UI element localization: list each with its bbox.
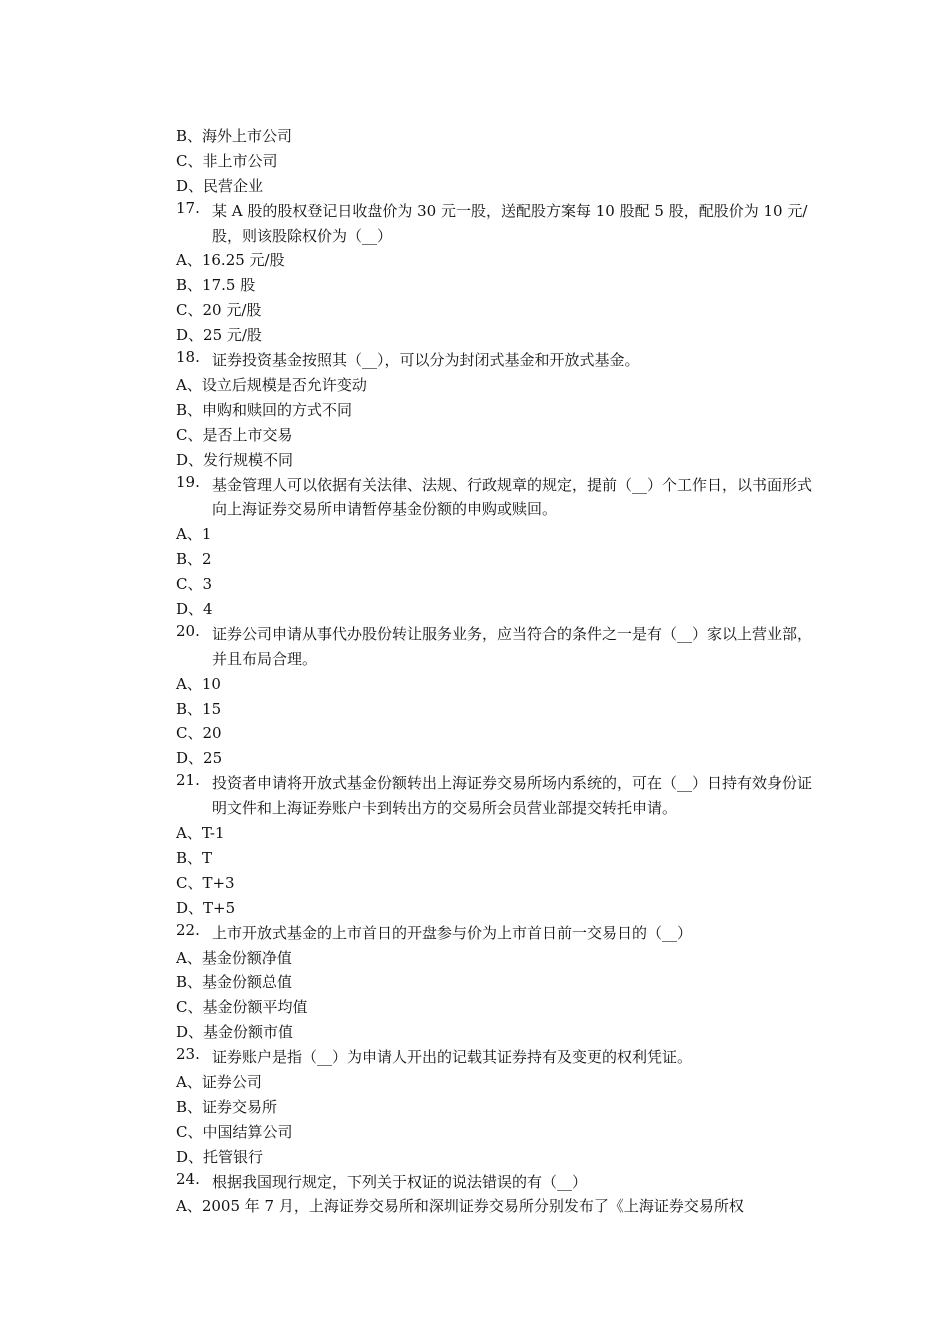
question-item — [176, 1170, 816, 1195]
question-item — [176, 771, 816, 821]
question-text: 基金管理人可以依据有关法律、法规、行政规章的规定，提前（__）个工作日，以书面形式向上海证券交易所申请暂停基金份额的申购或赎回。 — [212, 475, 813, 519]
answer-option: C、基金份额平均值 — [176, 998, 308, 1017]
question-text: 根据我国现行规定，下列关于权证的说法错误的有（__） — [212, 1172, 588, 1191]
answer-option: D、基金份额市值 — [176, 1023, 294, 1042]
question-number: 21. — [176, 771, 200, 790]
question-number: 22. — [176, 920, 200, 939]
answer-option: C、T+3 — [176, 873, 235, 892]
answer-option: C、中国结算公司 — [176, 1122, 293, 1141]
answer-option: B、2 — [176, 550, 212, 569]
answer-option: A、2005 年 7 月，上海证券交易所和深圳证券交易所分别发布了《上海证券交易所权 — [176, 1197, 744, 1216]
question-item — [176, 921, 816, 946]
question-text: 证券投资基金按照其（__），可以分为封闭式基金和开放式基金。 — [212, 351, 640, 370]
answer-option: B、基金份额总值 — [176, 973, 293, 992]
question-item — [176, 622, 816, 672]
answer-option: B、T — [176, 848, 213, 867]
question-text: 投资者申请将开放式基金份额转出上海证券交易所场内系统的，可在（__）日持有效身份证明文件和上海证券账户卡到转出方的交易所会员营业部提交转托申请。 — [212, 774, 813, 818]
answer-option: B、证券交易所 — [176, 1097, 278, 1116]
answer-option: B、申购和赎回的方式不同 — [176, 400, 353, 419]
question-number: 24. — [176, 1169, 200, 1188]
question-text: 证券公司申请从事代办股份转让服务业务，应当符合的条件之一是有（__）家以上营业部，并且布局合理。 — [212, 624, 813, 668]
question-number: 17. — [176, 198, 200, 217]
question-text: 某 A 股的股权登记日收盘价为 30 元一股，送配股方案每 10 股配 5 股，配股价为 10 元/股，则该股除权价为（__） — [212, 201, 808, 245]
question-item — [176, 199, 816, 249]
answer-option: C、20 元/股 — [176, 301, 262, 320]
answer-option: A、10 — [176, 674, 221, 693]
answer-option: A、证券公司 — [176, 1073, 262, 1092]
answer-option: D、25 元/股 — [176, 326, 262, 345]
answer-option: D、托管银行 — [176, 1147, 264, 1166]
question-list — [176, 124, 816, 1219]
question-number: 19. — [176, 472, 200, 491]
answer-option: A、基金份额净值 — [176, 948, 292, 967]
question-number: 20. — [176, 621, 200, 640]
answer-option: B、海外上市公司 — [176, 127, 293, 145]
question-text: 上市开放式基金的上市首日的开盘参与价为上市首日前一交易日的（__） — [212, 923, 693, 942]
answer-option: A、16.25 元/股 — [176, 251, 285, 270]
answer-option: D、25 — [176, 749, 223, 768]
question-item — [176, 473, 816, 523]
answer-option: D、民营企业 — [176, 176, 264, 195]
answer-option: B、15 — [176, 699, 222, 718]
answer-option: A、设立后规模是否允许变动 — [176, 375, 367, 394]
question-number: 23. — [176, 1045, 200, 1064]
answer-option: A、T-1 — [176, 824, 225, 843]
question-number: 18. — [176, 348, 200, 367]
question-item — [176, 1045, 816, 1070]
answer-option: C、非上市公司 — [176, 151, 278, 170]
answer-option: D、发行规模不同 — [176, 450, 294, 469]
answer-option: C、20 — [176, 724, 222, 743]
question-item — [176, 348, 816, 373]
answer-option: C、是否上市交易 — [176, 425, 293, 444]
answer-option: B、17.5 股 — [176, 276, 256, 295]
answer-option: D、4 — [176, 600, 213, 618]
answer-option: C、3 — [176, 575, 213, 594]
answer-option: A、1 — [176, 525, 212, 544]
answer-option: D、T+5 — [176, 898, 236, 917]
question-text: 证券账户是指（__）为申请人开出的记载其证券持有及变更的权利凭证。 — [212, 1048, 693, 1067]
